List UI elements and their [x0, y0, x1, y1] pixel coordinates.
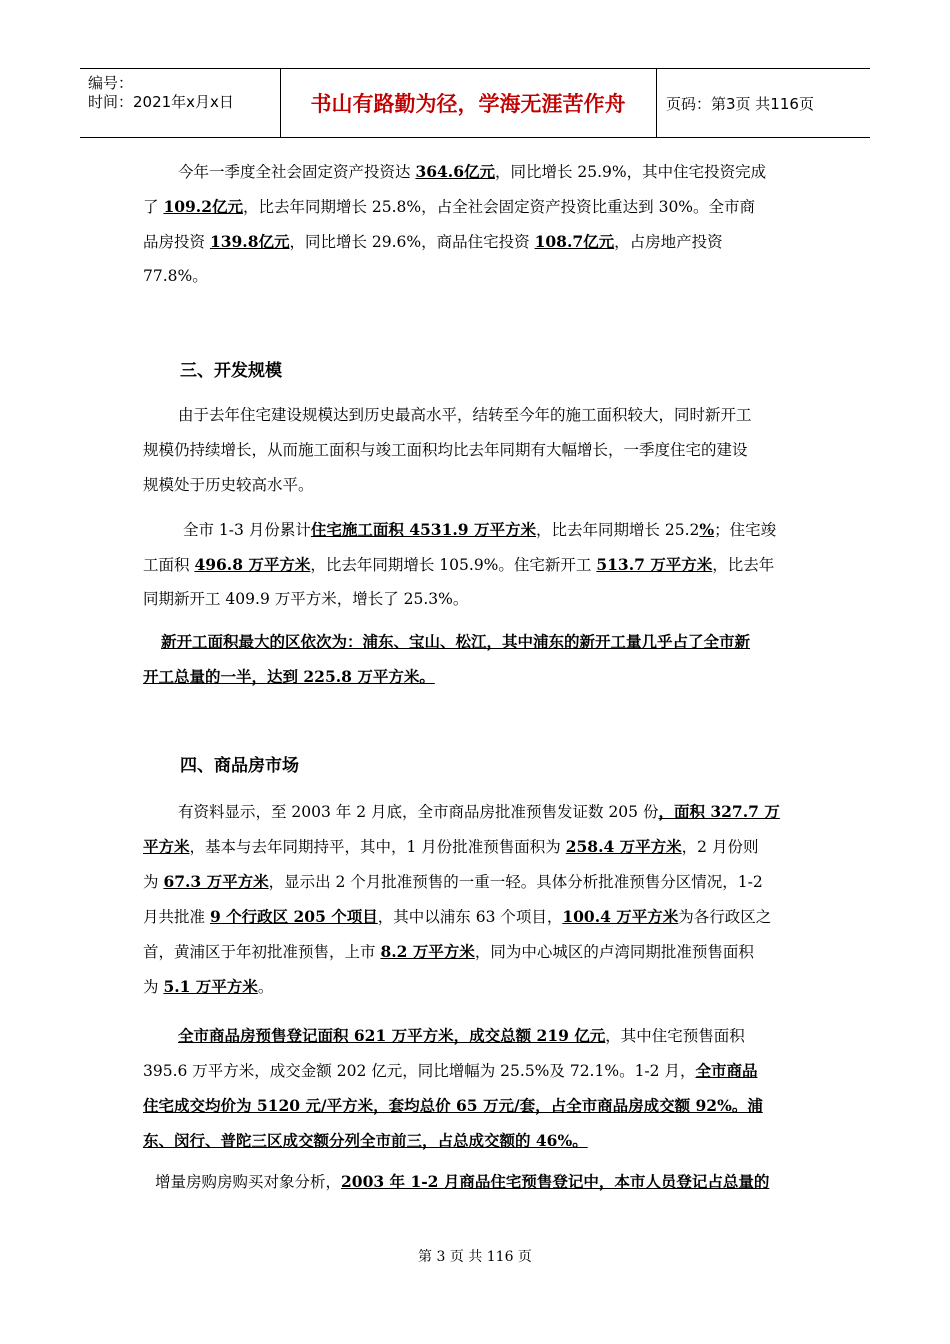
- highlight: 258.4 万平方米: [565, 837, 682, 856]
- text: ，显示出 2 个月批准预售的一重一轻。具体分析批准预售分区情况，1-2: [268, 873, 763, 891]
- text: 为各行政区之: [678, 908, 772, 926]
- highlight: 8.2 万平方米: [380, 942, 475, 961]
- text: ，占房地产投资: [614, 233, 723, 251]
- highlight: 全市商品房预售登记面积 621 万平方米，成交总额 219 亿元: [178, 1026, 606, 1045]
- text: 规模处于历史较高水平。: [143, 476, 314, 494]
- text: 由于去年住宅建设规模达到历史最高水平，结转至今年的施工面积较大，同时新开工: [178, 406, 752, 424]
- text: ，其中住宅预售面积: [605, 1027, 745, 1045]
- highlight: 67.3 万平方米: [163, 872, 269, 891]
- highlight: 住宅成交均价为 5120 元/平方米，套均总价 65 万元/套，占全市商品房成交额 92%。浦: [143, 1096, 763, 1115]
- text: 今年一季度全社会固定资产投资达: [178, 163, 416, 181]
- highlight: 住宅施工面积 4531.9 万平方米: [310, 520, 536, 539]
- highlight: 364.6亿元: [415, 162, 495, 181]
- page-footer: 第 3 页 共 116 页: [418, 1249, 532, 1265]
- header-meta: [80, 69, 281, 137]
- highlight: 139.8亿元: [209, 232, 290, 251]
- text: 为: [143, 978, 164, 996]
- text: 77.8%。: [143, 267, 208, 285]
- highlight: 东、闵行、普陀三区成交额分列全市前三，占总成交额的 46%。: [143, 1131, 588, 1150]
- text: ，比去年: [712, 556, 775, 574]
- paragraph-new-starts: [143, 624, 808, 694]
- text: ，同比增长 29.6%，商品住宅投资: [289, 233, 535, 251]
- text: ，2 月份则: [681, 838, 759, 856]
- highlight: 5.1 万平方米: [163, 977, 258, 996]
- paragraph-buyers: [143, 1164, 808, 1199]
- text: ，同比增长 25.9%，其中住宅投资完成: [494, 163, 767, 181]
- text: 规模仍持续增长，从而施工面积与竣工面积均比去年同期有大幅增长，一季度住宅的建设: [143, 441, 748, 459]
- text: 月共批准: [143, 908, 210, 926]
- highlight: %: [699, 520, 715, 539]
- document-header: [80, 68, 870, 138]
- text: 全市 1-3 月份累计: [183, 521, 311, 539]
- highlight: 平方米: [143, 837, 190, 856]
- header-page-info: 页码：第3页 共116页: [666, 94, 814, 113]
- highlight: 新开工面积最大的区依次为：浦东、宝山、松江，其中浦东的新开工量几乎占了全市新: [161, 632, 751, 651]
- highlight: 100.4 万平方米: [562, 907, 679, 926]
- text: ，基本与去年同期持平，其中，1 月份批准预售面积为: [189, 838, 566, 856]
- highlight: 109.2亿元: [163, 197, 243, 216]
- text: ；住宅竣: [714, 521, 777, 539]
- highlight: 2003 年 1-2 月商品住宅预售登记中，本市人员登记占总量的: [341, 1172, 770, 1191]
- paragraph-sales: [143, 1018, 808, 1158]
- header-motto: 书山有路勤为径，学海无涯苦作舟: [280, 69, 657, 137]
- highlight: 496.8 万平方米: [194, 555, 311, 574]
- text: 同期新开工 409.9 万平方米，增长了 25.3%。: [143, 590, 469, 608]
- number-label: 编号：: [88, 74, 134, 92]
- highlight: 9 个行政区 205 个项目: [209, 907, 378, 926]
- text: 增量房购房购买对象分析，: [155, 1173, 342, 1191]
- text: 有资料显示，至 2003 年 2 月底，全市商品房批准预售发证数 205 份: [178, 803, 659, 821]
- paragraph-scale: [143, 398, 808, 503]
- highlight: ，面积 327.7 万: [658, 802, 780, 821]
- text: 首，黄浦区于年初批准预售，上市: [143, 943, 381, 961]
- text: 为: [143, 873, 164, 891]
- time-label: 时间：2021年x月x日: [88, 93, 234, 111]
- highlight: 开工总量的一半，达到 225.8 万平方米。: [143, 667, 435, 686]
- highlight: 全市商品: [695, 1061, 758, 1080]
- paragraph-construction: [143, 512, 808, 617]
- section-heading-3: 三、开发规模: [180, 361, 282, 381]
- text: ，同为中心城区的卢湾同期批准预售面积: [474, 943, 754, 961]
- paragraph-investment: [143, 154, 808, 294]
- text: ，比去年同期增长 105.9%。住宅新开工: [310, 556, 597, 574]
- highlight: 513.7 万平方米: [596, 555, 713, 574]
- text: 品房投资: [143, 233, 210, 251]
- section-heading-4: 四、商品房市场: [180, 756, 299, 776]
- text: ，其中以浦东 63 个项目，: [377, 908, 563, 926]
- highlight: 108.7亿元: [534, 232, 615, 251]
- text: ，比去年同期增长 25.2: [535, 521, 700, 539]
- text: ，比去年同期增长 25.8%，占全社会固定资产投资比重达到 30%。全市商: [242, 198, 756, 216]
- text: 395.6 万平方米，成交金额 202 亿元，同比增幅为 25.5%及 72.1%。1-2 月，: [143, 1062, 696, 1080]
- text: 。: [257, 978, 274, 996]
- paragraph-presale: [143, 794, 808, 1004]
- text: 工面积: [143, 556, 195, 574]
- text: 了: [143, 198, 164, 216]
